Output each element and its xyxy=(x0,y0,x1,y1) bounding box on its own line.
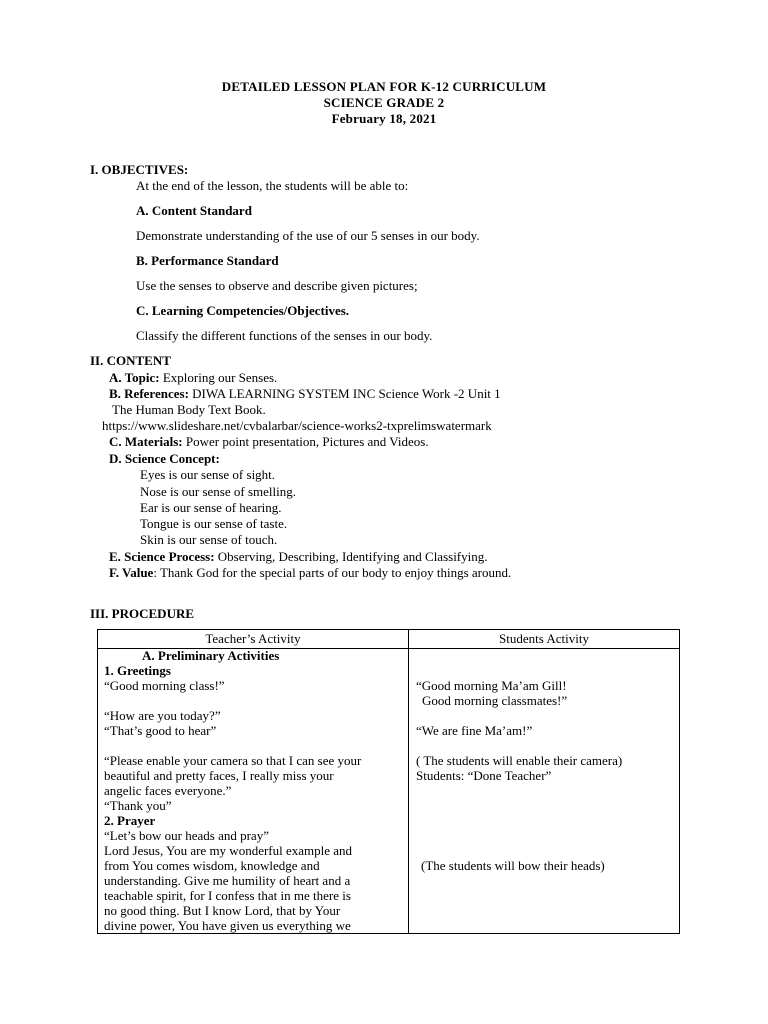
procedure-heading: III. PROCEDURE xyxy=(90,606,195,621)
process-line xyxy=(109,549,488,565)
performance-standard-label: B. Performance Standard xyxy=(136,253,279,268)
process-value: Observing, Describing, Identifying and Classifying. xyxy=(217,549,488,564)
references-line2: The Human Body Text Book. xyxy=(112,402,266,417)
content-standard-label: A. Content Standard xyxy=(136,203,252,218)
topic-value: Exploring our Senses. xyxy=(162,370,278,385)
procedure-table xyxy=(97,629,680,934)
prayer-label: 2. Prayer xyxy=(104,813,156,828)
teacher-line: angelic faces everyone.” xyxy=(104,783,232,798)
competencies-label: C. Learning Competencies/Objectives. xyxy=(136,303,350,318)
document-title: DETAILED LESSON PLAN FOR K-12 CURRICULUM xyxy=(221,79,547,94)
objectives-heading: I. OBJECTIVES: xyxy=(90,162,189,177)
references-label: B. References: xyxy=(109,386,189,401)
prayer-line: from You comes wisdom, knowledge and xyxy=(104,858,320,873)
process-label: E. Science Process: xyxy=(109,549,215,564)
concept-label: D. Science Concept: xyxy=(109,451,220,466)
materials-value: Power point presentation, Pictures and Videos. xyxy=(185,434,429,449)
teacher-line: “Good morning class!” xyxy=(104,678,225,693)
prayer-line: understanding. Give me humility of heart and a xyxy=(104,873,351,888)
teacher-line: “That’s good to hear” xyxy=(104,723,217,738)
concept-item: Eyes is our sense of sight. xyxy=(140,467,276,482)
materials-line xyxy=(109,434,429,450)
concept-item: Tongue is our sense of taste. xyxy=(140,516,288,531)
student-line: Good morning classmates!” xyxy=(422,693,568,708)
student-line: “We are fine Ma’am!” xyxy=(416,723,533,738)
student-line: “Good morning Ma’am Gill! xyxy=(416,678,567,693)
student-line: Students: “Done Teacher” xyxy=(416,768,552,783)
references-url[interactable]: https://www.slideshare.net/cvbalarbar/science-works2-txprelimswatermark xyxy=(102,418,492,433)
student-line: (The students will bow their heads) xyxy=(421,858,605,873)
prayer-line: divine power, You have given us everything we xyxy=(104,918,351,933)
prayer-line: no good thing. But I know Lord, that by Your xyxy=(104,903,341,918)
greetings-label: 1. Greetings xyxy=(104,663,171,678)
document-date: February 18, 2021 xyxy=(331,111,437,126)
competencies-text: Classify the different functions of the senses in our body. xyxy=(136,328,433,343)
teacher-line: beautiful and pretty faces, I really miss your xyxy=(104,768,334,783)
table-column-divider xyxy=(408,630,409,933)
students-activity-header: Students Activity xyxy=(499,631,589,646)
references-line xyxy=(109,386,501,402)
teacher-line: “How are you today?” xyxy=(104,708,221,723)
teacher-line: “Thank you” xyxy=(104,798,172,813)
value-line xyxy=(109,565,511,581)
concept-item: Ear is our sense of hearing. xyxy=(140,500,282,515)
performance-standard-text: Use the senses to observe and describe given pictures; xyxy=(136,278,418,293)
references-value: DIWA LEARNING SYSTEM INC Science Work -2 Unit 1 xyxy=(192,386,501,401)
value-value: : Thank God for the special parts of our body to enjoy things around. xyxy=(153,565,512,580)
preliminary-activities: A. Preliminary Activities xyxy=(142,648,280,663)
content-heading: II. CONTENT xyxy=(90,353,171,368)
teacher-line: “Please enable your camera so that I can see your xyxy=(104,753,362,768)
content-standard-text: Demonstrate understanding of the use of our 5 senses in our body. xyxy=(136,228,480,243)
prayer-line: Lord Jesus, You are my wonderful example and xyxy=(104,843,353,858)
topic-line xyxy=(109,370,277,386)
objectives-intro: At the end of the lesson, the students will be able to: xyxy=(136,178,409,193)
concept-item: Nose is our sense of smelling. xyxy=(140,484,296,499)
document-subtitle: SCIENCE GRADE 2 xyxy=(323,95,445,110)
teacher-activity-header: Teacher’s Activity xyxy=(205,631,301,646)
value-label: F. Value xyxy=(109,565,154,580)
materials-label: C. Materials: xyxy=(109,434,183,449)
topic-label: A. Topic: xyxy=(109,370,160,385)
student-line: ( The students will enable their camera) xyxy=(416,753,623,768)
teacher-line: “Let’s bow our heads and pray” xyxy=(104,828,269,843)
concept-item: Skin is our sense of touch. xyxy=(140,532,278,547)
prayer-line: teachable spirit, for I confess that in me there is xyxy=(104,888,351,903)
